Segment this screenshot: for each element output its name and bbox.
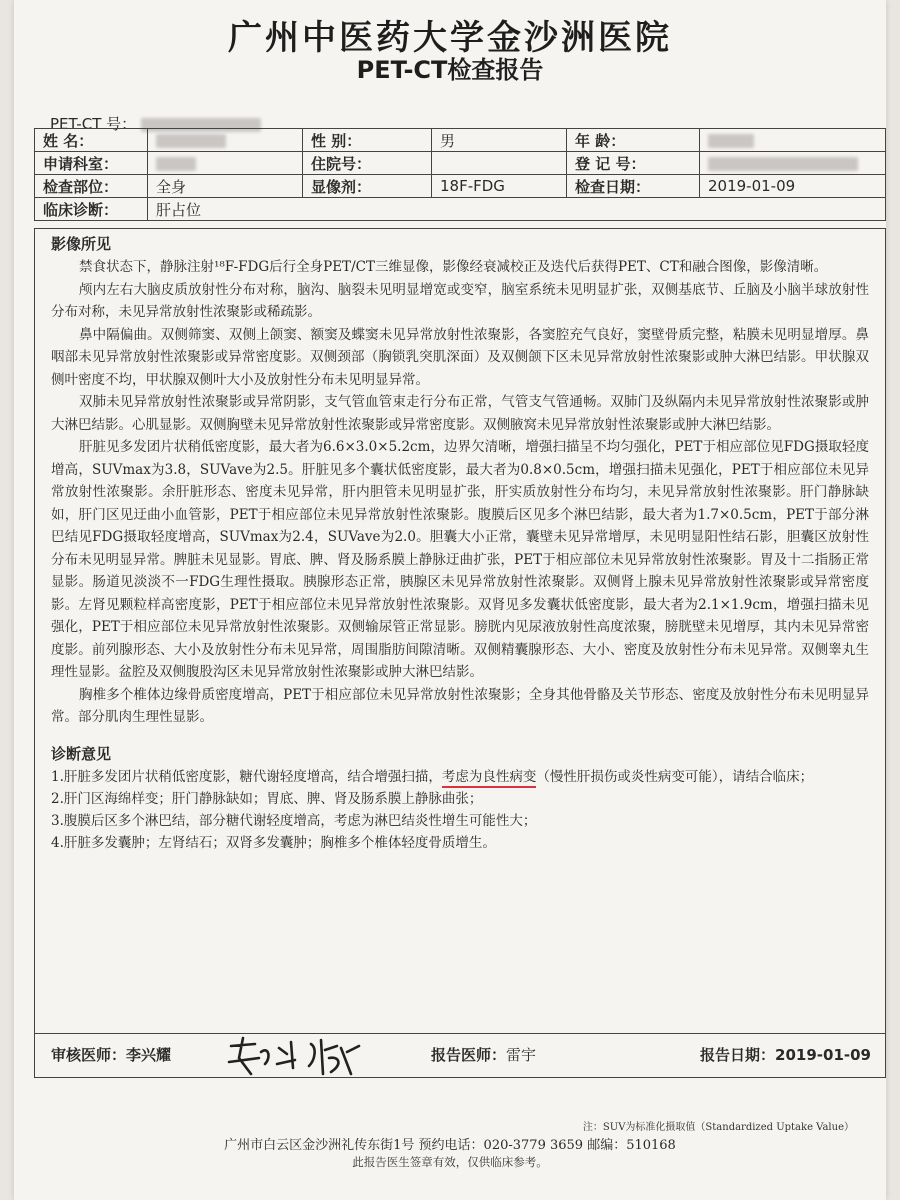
sex-value: 男 [432,129,567,152]
suv-note: 注：SUV为标准化摄取值（Standardized Uptake Value） [582,1122,854,1133]
dept-value [148,152,303,175]
reporter [431,1044,536,1065]
diagnosis-item-3: 3.腹膜后区多个淋巴结，部分糖代谢轻度增高，考虑为淋巴结炎性增生可能性大； [51,812,537,829]
redacted-name [156,134,226,148]
findings-paragraph-1: 禁食状态下，静脉注射¹⁸F-FDG后行全身PET/CT三维显像，影像经衰减校正及迭代后获得PET、CT和融合图像，影像清晰。 [79,259,828,275]
findings-paragraph-2: 颅内左右大脑皮质放射性分布对称，脑沟、脑裂未见明显增宽或变窄，脑室系统未见明显扩张，双侧基底节、丘脑及小脑半球放射性分布对称，未见异常放射性浓聚影或稀疏影。 [51,281,869,320]
pet-ct-label: PET-CT 号： [50,115,137,133]
inpatient-value [432,152,567,175]
reporter-label: 报告医师： [431,1046,507,1064]
diagnosis-item-1 [51,766,869,788]
findings-section [35,256,885,729]
agent-value: 18F-FDG [432,175,567,198]
report-body [34,228,886,1034]
redacted-age [708,134,754,148]
name-label: 姓 名： [35,129,148,152]
handwritten-signature [221,1034,391,1080]
hospital-name: 广州中医药大学金沙洲医院 [228,18,672,58]
exam-date-value: 2019-01-09 [700,175,886,198]
sex-label: 性 别： [303,129,432,152]
reg-label: 登 记 号： [567,152,700,175]
report-date [700,1044,871,1065]
findings-paragraph-3: 鼻中隔偏曲。双侧筛窦、双侧上颌窦、额窦及蝶窦未见异常放射性浓聚影，各窦腔充气良好，窦壁骨质完整，粘膜未见明显增厚。鼻咽部未见异常放射性浓聚影或异常密度影。双侧颈部（胸锁乳突肌深面）及双侧颌下区未见异常放射性浓聚影或肿大淋巴结影。甲状腺双侧叶密度不均，甲状腺双侧叶大小及放射性分布未见明显异常。 [51,326,869,388]
redacted-dept [156,157,196,171]
diagnosis-heading: 诊断意见 [51,744,112,763]
age-value [700,129,886,152]
report-date-label: 报告日期： [700,1046,776,1064]
findings-paragraph-6: 胸椎多个椎体边缘骨质密度增高，PET于相应部位未见异常放射性浓聚影；全身其他骨骼及关节形态、密度及放射性分布未见明显异常。部分肌肉生理性显影。 [51,686,869,725]
diagnosis-item-1-part-a: 1.肝脏多发团片状稍低密度影，糖代谢轻度增高，结合增强扫描， [51,768,442,785]
reporter-name: 雷宇 [506,1046,537,1064]
patient-info-table [34,128,886,221]
reviewer-name: 李兴耀 [126,1046,172,1064]
diagnosis-item-4: 4.肝脏多发囊肿；左肾结石；双肾多发囊肿；胸椎多个椎体轻度骨质增生。 [51,834,496,851]
inpatient-label: 住院号： [303,152,432,175]
findings-paragraph-5: 肝脏见多发团片状稍低密度影，最大者为6.6×3.0×5.2cm，边界欠清晰，增强扫描呈不均匀强化，PET于相应部位见FDG摄取轻度增高，SUVmax为3.8，SUVave为2.5。肝脏见多个囊状低密度影，最大者为0.8×0.5cm，增强扫描未见强化，PET于相应部位未见异常放射性浓聚影。余肝脏形态、密度未见异常，肝内胆管未见明显扩张，肝实质放射性分布均匀，未见异常放射性浓聚影。肝门静脉缺如，肝门区见迂曲小血管影，PET于相应部位未见异常放射性浓聚影。腹膜后区见多个淋巴结影，最大者为1.7×0.5cm，PET于部分淋巴结见FDG摄取轻度增高，SUVmax为2.4，SUVave为2.0。胆囊大小正常，囊壁未见异常增厚，未见明显阳性结石影，胆囊区放射性分布未见明显异常。脾脏未见显影。胃底、脾、肾及肠系膜上静脉迂曲扩张，PET于相应部位未见异常放射性浓聚影。胃及十二指肠正常显影。肠道见淡淡不一FDG生理性摄取。胰腺形态正常，胰腺区未见异常放射性浓聚影。双侧肾上腺未见异常放射性浓聚影或异常密度影。左肾见颗粒样高密度影，PET于相应部位未见异常放射性浓聚影。双肾见多发囊状低密度影，最大者为2.1×1.9cm，增强扫描未见强化，PET于相应部位未见异常放射性浓聚影。双侧输尿管正常显影。膀胱内见尿液放射性高度浓聚，膀胱壁未见增厚，其内未见异常密度影。前列腺形态、大小及放射性分布未见异常，周围脂肪间隙清晰。双侧精囊腺形态、大小、密度及放射性分布未见异常。双侧睾丸生理性显影。盆腔及双侧腹股沟区未见异常放射性浓聚影或肿大淋巴结影。 [51,439,869,680]
diagnosis-item-1-part-c: （慢性肝损伤或炎性病变可能），请结合临床； [536,768,814,785]
report-sheet [14,0,886,1200]
reviewer [51,1044,171,1065]
report-date-value: 2019-01-09 [775,1046,871,1064]
exam-date-label: 检查日期： [567,175,700,198]
report-disclaimer: 此报告医生签章有效，仅供临床参考。 [352,1155,548,1169]
age-label: 年 龄： [567,129,700,152]
dept-label: 申请科室： [35,152,148,175]
clinical-value: 肝占位 [148,198,886,221]
clinical-label: 临床诊断： [35,198,148,221]
findings-heading: 影像所见 [51,235,112,253]
part-value: 全身 [148,175,303,198]
findings-paragraph-4: 双肺未见异常放射性浓聚影或异常阴影，支气管血管束走行分布正常，气管支气管通畅。双肺门及纵隔内未见异常放射性浓聚影或肿大淋巴结影。心肌显影。双侧胸壁未见异常放射性浓聚影或异常密度影。双侧腋窝未见异常放射性浓聚影或肿大淋巴结影。 [51,394,869,433]
diagnosis-highlight: 考虑为良性病变 [442,769,537,788]
part-label: 检查部位： [35,175,148,198]
agent-label: 显像剂： [303,175,432,198]
hospital-address: 广州市白云区金沙洲礼传东街1号 预约电话：020-3779 3659 邮编：510168 [224,1138,676,1153]
reviewer-label: 审核医师： [51,1046,127,1064]
redacted-reg-number [708,157,858,171]
signature-row [34,1034,886,1078]
name-value [148,129,303,152]
reg-value [700,152,886,175]
diagnosis-item-2: 2.肝门区海绵样变；肝门静脉缺如；胃底、脾、肾及肠系膜上静脉曲张； [51,790,483,807]
report-title: PET-CT检查报告 [356,56,544,84]
diagnosis-section [35,766,885,854]
